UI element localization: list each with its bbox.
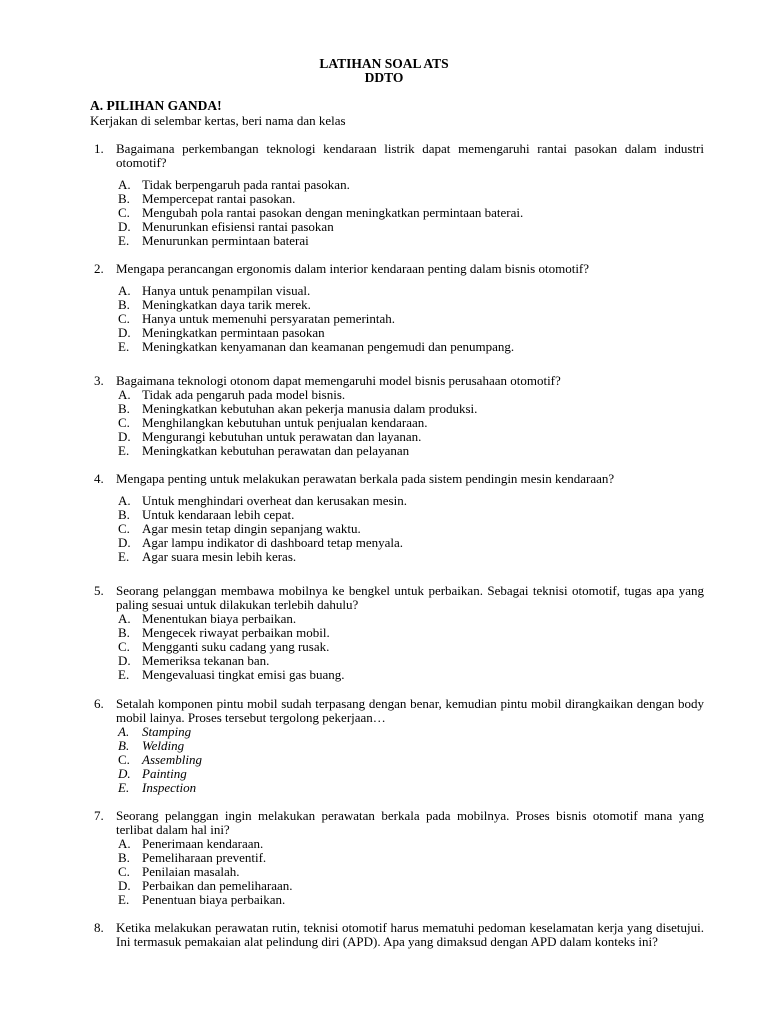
option-letter: B.: [118, 738, 130, 753]
option-letter: C.: [118, 205, 130, 220]
option-letter: E.: [118, 339, 130, 354]
option-a: [94, 837, 704, 851]
document-title: LATIHAN SOAL ATS: [319, 56, 449, 71]
option-letter: E.: [118, 443, 130, 458]
option-e: [94, 893, 704, 907]
option-list: [94, 284, 704, 354]
option-d: [94, 767, 704, 781]
option-letter: E.: [118, 667, 130, 682]
option-letter: C.: [118, 415, 130, 430]
option-text: Agar lampu indikator di dashboard tetap menyala.: [142, 535, 404, 550]
option-e: [94, 340, 704, 354]
question-2: [94, 262, 704, 354]
option-d: [94, 430, 704, 444]
option-letter: C.: [118, 639, 130, 654]
option-text: Hanya untuk penampilan visual.: [142, 283, 311, 298]
section-heading: A. PILIHAN GANDA!: [90, 98, 222, 113]
option-a: [94, 284, 704, 298]
option-letter: A.: [118, 611, 131, 626]
option-list: [94, 494, 704, 564]
question-number: 3.: [94, 373, 104, 388]
option-b: [94, 192, 704, 206]
option-c: [94, 753, 704, 767]
option-letter: A.: [118, 387, 131, 402]
question-4: [94, 472, 704, 564]
question-text: Setalah komponen pintu mobil sudah terpasang dengan benar, kemudian pintu mobil dirangkaikan dengan body mobil lainya. Proses tersebut tergolong pekerjaan…: [116, 696, 704, 725]
option-text: Menentukan biaya perbaikan.: [142, 611, 297, 626]
option-letter: D.: [118, 653, 131, 668]
question-number: 4.: [94, 471, 104, 486]
option-e: [94, 781, 704, 795]
question-text: Mengapa perancangan ergonomis dalam interior kendaraan penting dalam bisnis otomotif?: [116, 261, 590, 276]
question-text: Seorang pelanggan membawa mobilnya ke bengkel untuk perbaikan. Sebagai teknisi otomotif, tugas apa yang paling sesuai untuk dilakukan terlebih dahulu?: [116, 583, 704, 612]
option-letter: D.: [118, 535, 131, 550]
option-text: Penentuan biaya perbaikan.: [142, 892, 286, 907]
instruction-text: Kerjakan di selembar kertas, beri nama dan kelas: [90, 113, 346, 128]
option-b: [94, 508, 704, 522]
option-text: Inspection: [142, 780, 197, 795]
option-letter: A.: [118, 283, 131, 298]
option-a: [94, 178, 704, 192]
option-text: Meningkatkan daya tarik merek.: [142, 297, 311, 312]
option-text: Assembling: [142, 752, 202, 767]
option-b: [94, 298, 704, 312]
option-letter: A.: [118, 724, 130, 739]
option-a: [94, 388, 704, 402]
option-text: Meningkatkan kebutuhan akan pekerja manusia dalam produksi.: [142, 401, 478, 416]
option-text: Penerimaan kendaraan.: [142, 836, 264, 851]
option-text: Mempercepat rantai pasokan.: [142, 191, 296, 206]
option-c: [94, 522, 704, 536]
option-text: Memeriksa tekanan ban.: [142, 653, 270, 668]
option-letter: C.: [118, 311, 130, 326]
option-d: [94, 536, 704, 550]
option-d: [94, 220, 704, 234]
option-text: Untuk kendaraan lebih cepat.: [142, 507, 295, 522]
question-6: [94, 697, 704, 795]
option-a: [94, 612, 704, 626]
option-text: Pemeliharaan preventif.: [142, 850, 267, 865]
document-subtitle: DDTO: [364, 70, 404, 85]
option-text: Untuk menghindari overheat dan kerusakan mesin.: [142, 493, 407, 508]
option-letter: A.: [118, 493, 131, 508]
option-text: Stamping: [142, 724, 192, 739]
option-b: [94, 626, 704, 640]
option-letter: E.: [118, 780, 130, 795]
option-b: [94, 402, 704, 416]
option-text: Tidak berpengaruh pada rantai pasokan.: [142, 177, 350, 192]
option-text: Meningkatkan kenyamanan dan keamanan pengemudi dan penumpang.: [142, 339, 515, 354]
option-text: Hanya untuk memenuhi persyaratan pemerintah.: [142, 311, 396, 326]
option-text: Mengecek riwayat perbaikan mobil.: [142, 625, 330, 640]
option-text: Tidak ada pengaruh pada model bisnis.: [142, 387, 346, 402]
option-b: [94, 739, 704, 753]
option-a: [94, 725, 704, 739]
question-number: 2.: [94, 261, 104, 276]
option-list: [94, 837, 704, 907]
option-letter: B.: [118, 850, 130, 865]
option-c: [94, 312, 704, 326]
option-letter: B.: [118, 297, 130, 312]
question-number: 6.: [94, 696, 104, 711]
option-letter: D.: [118, 429, 131, 444]
question-number: 7.: [94, 808, 104, 823]
option-c: [94, 206, 704, 220]
option-list: [94, 725, 704, 795]
question-text: Bagaimana teknologi otonom dapat memengaruhi model bisnis perusahaan otomotif?: [116, 373, 561, 388]
option-text: Menurunkan efisiensi rantai pasokan: [142, 219, 334, 234]
option-d: [94, 326, 704, 340]
question-8: [94, 921, 704, 949]
option-text: Mengevaluasi tingkat emisi gas buang.: [142, 667, 345, 682]
option-c: [94, 865, 704, 879]
option-list: [94, 178, 704, 248]
option-letter: A.: [118, 177, 131, 192]
question-number: 1.: [94, 141, 104, 156]
option-list: [94, 388, 704, 458]
option-letter: D.: [118, 766, 131, 781]
option-letter: E.: [118, 233, 130, 248]
option-e: [94, 550, 704, 564]
option-a: [94, 494, 704, 508]
option-letter: B.: [118, 401, 130, 416]
question-number: 8.: [94, 920, 104, 935]
option-text: Menurunkan permintaan baterai: [142, 233, 309, 248]
option-text: Mengurangi kebutuhan untuk perawatan dan layanan.: [142, 429, 422, 444]
option-letter: D.: [118, 878, 131, 893]
option-text: Perbaikan dan pemeliharaan.: [142, 878, 293, 893]
question-text: Ketika melakukan perawatan rutin, teknisi otomotif harus mematuhi pedoman keselamatan kerja yang disetujui. Ini termasuk pemakaian alat pelindung diri (APD). Apa yang dimaksud dengan APD dalam konteks ini?: [116, 920, 704, 949]
option-text: Painting: [142, 766, 187, 781]
question-3: [94, 374, 704, 458]
option-text: Mengganti suku cadang yang rusak.: [142, 639, 330, 654]
option-text: Meningkatkan permintaan pasokan: [142, 325, 325, 340]
option-letter: E.: [118, 549, 130, 564]
option-letter: A.: [118, 836, 131, 851]
question-7: [94, 809, 704, 907]
option-text: Meningkatkan kebutuhan perawatan dan pelayanan: [142, 443, 410, 458]
option-text: Welding: [142, 738, 185, 753]
option-letter: C.: [118, 864, 130, 879]
option-letter: B.: [118, 507, 130, 522]
question-text: Seorang pelanggan ingin melakukan perawatan berkala pada mobilnya. Proses bisnis otomotif mana yang terlibat dalam hal ini?: [116, 808, 704, 837]
option-text: Agar mesin tetap dingin sepanjang waktu.: [142, 521, 361, 536]
option-letter: D.: [118, 219, 131, 234]
question-5: [94, 584, 704, 682]
option-text: Mengubah pola rantai pasokan dengan meningkatkan permintaan baterai.: [142, 205, 524, 220]
option-b: [94, 851, 704, 865]
question-text: Mengapa penting untuk melakukan perawatan berkala pada sistem pendingin mesin kendaraan?: [116, 471, 615, 486]
option-letter: E.: [118, 892, 130, 907]
option-text: Penilaian masalah.: [142, 864, 240, 879]
option-d: [94, 654, 704, 668]
option-text: Agar suara mesin lebih keras.: [142, 549, 297, 564]
question-text: Bagaimana perkembangan teknologi kendaraan listrik dapat memengaruhi rantai pasokan dalam industri otomotif?: [116, 141, 704, 170]
option-c: [94, 416, 704, 430]
option-letter: C.: [118, 521, 130, 536]
option-list: [94, 612, 704, 682]
option-letter: B.: [118, 191, 130, 206]
option-e: [94, 234, 704, 248]
option-letter: B.: [118, 625, 130, 640]
option-letter: C.: [118, 752, 130, 767]
option-letter: D.: [118, 325, 131, 340]
option-e: [94, 444, 704, 458]
option-text: Menghilangkan kebutuhan untuk penjualan kendaraan.: [142, 415, 428, 430]
option-e: [94, 668, 704, 682]
question-1: [94, 142, 704, 248]
question-number: 5.: [94, 583, 104, 598]
option-d: [94, 879, 704, 893]
option-c: [94, 640, 704, 654]
